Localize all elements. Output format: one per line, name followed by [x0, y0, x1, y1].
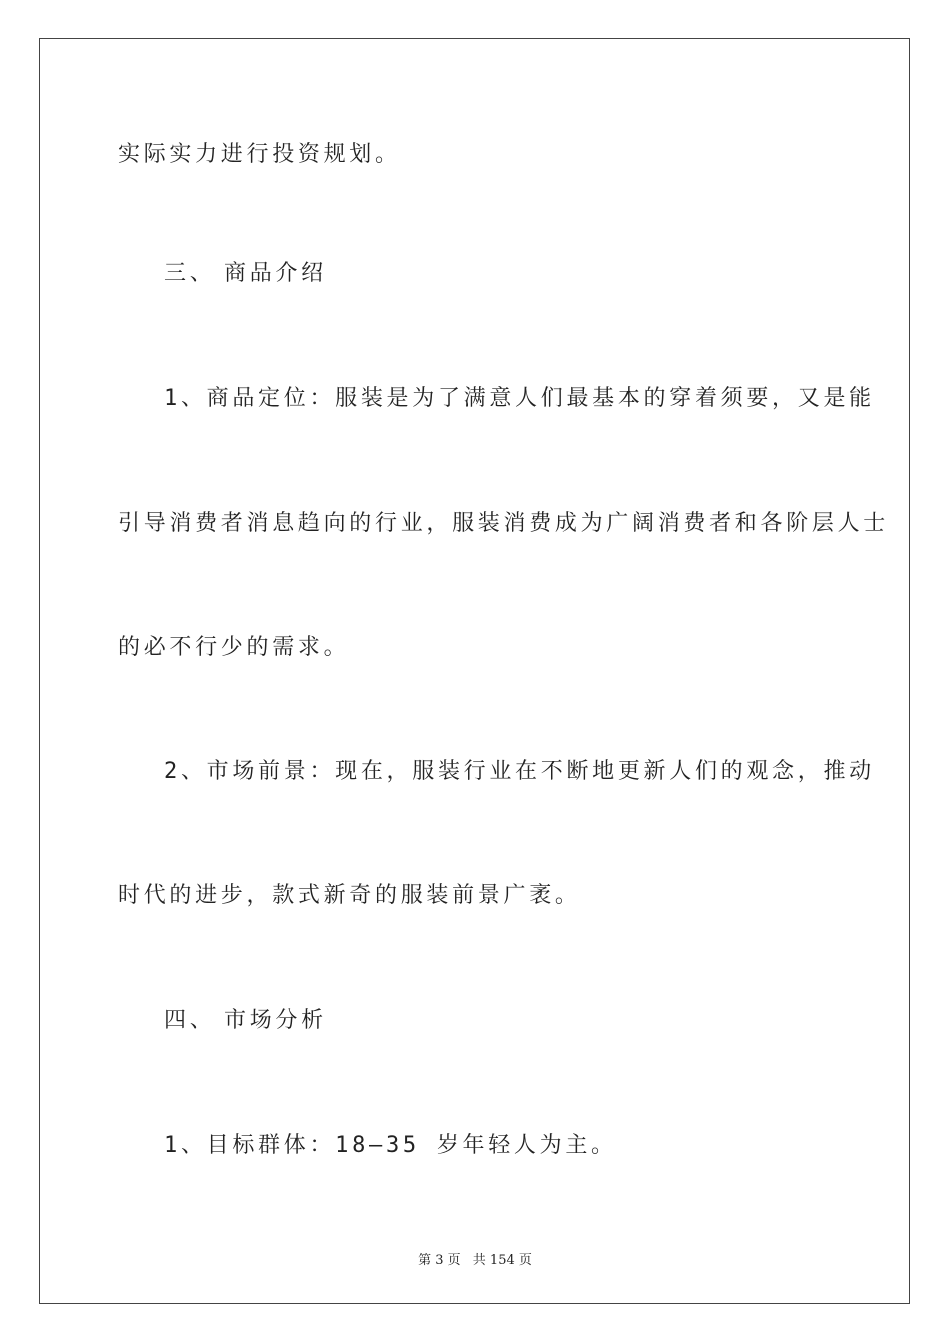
section-heading-4	[164, 1007, 327, 1035]
heading-number: 三、	[164, 261, 216, 286]
page-frame	[39, 38, 910, 1304]
paragraph-line: 1、商品定位：服装是为了满意人们最基本的穿着须要，又是能	[164, 386, 875, 411]
heading-number: 四、	[164, 1008, 216, 1033]
page-footer	[0, 1249, 950, 1268]
paragraph-line: 实际实力进行投资规划。	[118, 142, 401, 167]
paragraph-line: 的必不行少的需求。	[118, 635, 350, 660]
heading-title: 市场分析	[224, 1008, 327, 1033]
page-number: 第 3 页	[418, 1253, 461, 1268]
paragraph-line: 引导消费者消息趋向的行业，服装消费成为广阔消费者和各阶层人士	[118, 511, 890, 536]
paragraph-line: 时代的进步，款式新奇的服装前景广袤。	[118, 883, 581, 908]
heading-title: 商品介绍	[224, 261, 327, 286]
paragraph-line: 2、市场前景：现在，服装行业在不断地更新人们的观念，推动	[164, 759, 875, 784]
section-heading-3	[164, 260, 327, 288]
paragraph-line: 1、目标群体：18—35 岁年轻人为主。	[164, 1133, 617, 1158]
page-total: 共 154 页	[472, 1253, 532, 1268]
